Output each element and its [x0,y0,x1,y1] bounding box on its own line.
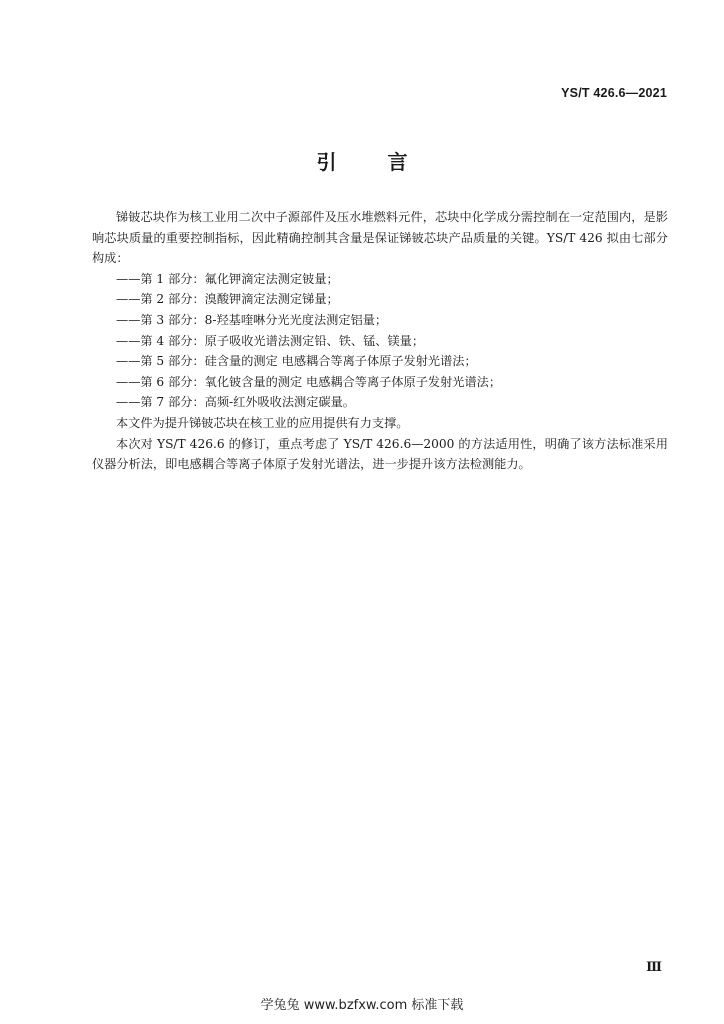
list-item: ——第 3 部分：8-羟基喹啉分光光度法测定铝量； [116,312,388,327]
list-item: ——第 6 部分：氧化铍含量的测定 电感耦合等离子体原子发射光谱法； [116,374,502,389]
parts-list [92,269,668,413]
document-code: YS/T 426.6—2021 [561,86,667,100]
list-item: ——第 1 部分：氟化钾滴定法测定铍量； [116,271,339,286]
intro-paragraph-1: 锑铍芯块作为核工业用二次中子源部件及压水堆燃料元件，芯块中化学成分需控制在一定范围内，是影响芯块质量的重要控制指标，因此精确控制其含量是保证锑铍芯块产品质量的关键。YS/T 426 拟由七部分构成： [92,210,668,266]
list-item: ——第 7 部分：高频-红外吸收法测定碳量。 [116,395,355,410]
section-title: 引 言 [316,150,430,174]
list-item: ——第 4 部分：原子吸收光谱法测定铅、铁、锰、镁量； [116,333,425,348]
list-item: ——第 5 部分：硅含量的测定 电感耦合等离子体原子发射光谱法； [116,354,477,369]
document-body [92,207,668,475]
footer-watermark: 学兔兔 www.bzfxw.com 标准下载 [260,998,464,1013]
page-number: Ⅲ [646,960,662,975]
list-item: ——第 2 部分：溴酸钾滴定法测定锑量； [116,292,339,307]
intro-paragraph-3: 本次对 YS/T 426.6 的修订，重点考虑了 YS/T 426.6—2000 的方法适用性，明确了该方法标准采用仪器分析法，即电感耦合等离子体原子发射光谱法，进一步提升该方法检测能力。 [92,436,668,472]
intro-paragraph-2: 本文件为提升锑铍芯块在核工业的应用提供有力支撑。 [116,415,409,430]
